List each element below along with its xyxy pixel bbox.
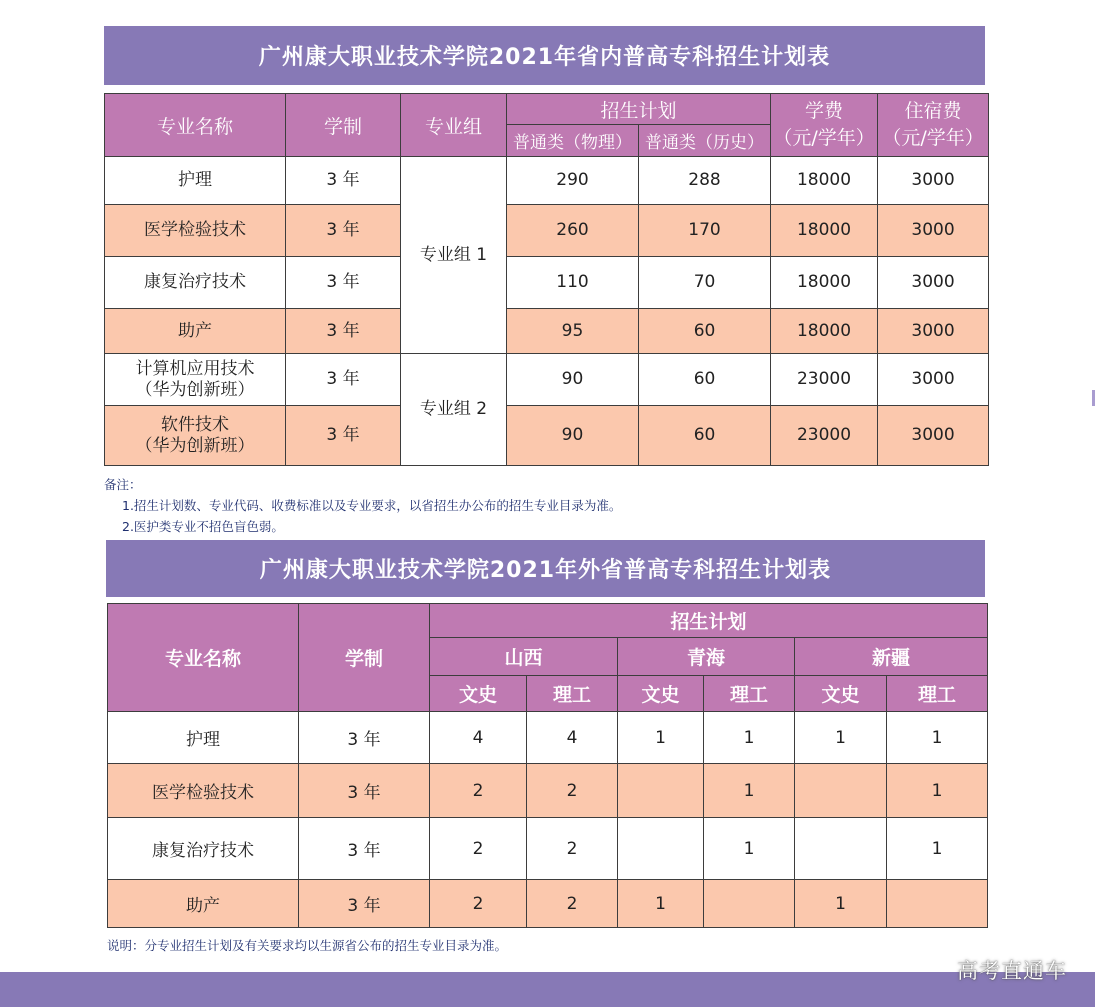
header-plan: 招生计划 [430, 604, 988, 638]
header-major: 专业名称 [105, 94, 286, 157]
value-cell: 2 [430, 764, 527, 818]
header-duration: 学制 [286, 94, 401, 157]
history-cell: 170 [639, 205, 771, 257]
major-cell: 计算机应用技术 （华为创新班） [105, 354, 286, 406]
major-cell: 医学检验技术 [108, 764, 299, 818]
major-cell: 护理 [108, 712, 299, 764]
table1-title: 广州康大职业技术学院2021年省内普高专科招生计划表 [258, 45, 831, 70]
major-cell: 护理 [105, 157, 286, 205]
major-cell: 医学检验技术 [105, 205, 286, 257]
dorm-cell: 3000 [878, 205, 989, 257]
table-row [108, 880, 988, 928]
value-cell [704, 880, 795, 928]
table-row [105, 354, 989, 406]
header-province-xinjiang: 新疆 [795, 638, 988, 676]
duration-cell: 3 年 [299, 880, 430, 928]
value-cell: 1 [618, 880, 704, 928]
duration-cell: 3 年 [286, 205, 401, 257]
duration-cell: 3 年 [286, 309, 401, 354]
value-cell: 2 [430, 880, 527, 928]
header-major: 专业名称 [108, 604, 299, 712]
header-history: 普通类（历史） [639, 125, 771, 157]
duration-cell: 3 年 [299, 818, 430, 880]
table-row [105, 205, 989, 257]
value-cell: 2 [430, 818, 527, 880]
tuition-cell: 18000 [771, 309, 878, 354]
value-cell: 1 [887, 712, 988, 764]
value-cell: 2 [527, 818, 618, 880]
value-cell: 1 [795, 880, 887, 928]
physics-cell: 90 [507, 354, 639, 406]
table-row [108, 818, 988, 880]
table2-title-banner [106, 540, 985, 597]
value-cell: 4 [527, 712, 618, 764]
value-cell [618, 818, 704, 880]
header-science: 理工 [527, 676, 618, 712]
duration-cell: 3 年 [286, 354, 401, 406]
major-cell: 助产 [105, 309, 286, 354]
duration-cell: 3 年 [299, 764, 430, 818]
history-cell: 60 [639, 309, 771, 354]
table-row [105, 309, 989, 354]
history-cell: 60 [639, 406, 771, 466]
dorm-cell: 3000 [878, 406, 989, 466]
dorm-cell: 3000 [878, 157, 989, 205]
table-row [108, 712, 988, 764]
header-group: 专业组 [401, 94, 507, 157]
header-province-shanxi: 山西 [430, 638, 618, 676]
value-cell: 1 [795, 712, 887, 764]
duration-cell: 3 年 [286, 157, 401, 205]
value-cell: 2 [527, 880, 618, 928]
notes-label: 备注： [104, 477, 142, 492]
table2-title: 广州康大职业技术学院2021年外省普高专科招生计划表 [259, 558, 832, 583]
physics-cell: 90 [507, 406, 639, 466]
history-cell: 288 [639, 157, 771, 205]
table-row [105, 157, 989, 205]
group-cell: 专业组 2 [401, 354, 507, 466]
physics-cell: 110 [507, 257, 639, 309]
physics-cell: 260 [507, 205, 639, 257]
value-cell [795, 818, 887, 880]
value-cell: 1 [887, 764, 988, 818]
value-cell [795, 764, 887, 818]
tuition-cell: 18000 [771, 157, 878, 205]
watermark: 高考直通车 [957, 959, 1067, 983]
duration-cell: 3 年 [286, 406, 401, 466]
tuition-cell: 23000 [771, 354, 878, 406]
tuition-cell: 18000 [771, 257, 878, 309]
header-dorm: 住宿费 （元/学年） [878, 94, 989, 157]
header-plan: 招生计划 [507, 94, 771, 125]
table1-title-banner [104, 26, 985, 85]
tuition-cell: 18000 [771, 205, 878, 257]
footer-bar [0, 972, 1095, 1007]
table-row [105, 257, 989, 309]
header-physics: 普通类（物理） [507, 125, 639, 157]
value-cell: 1 [704, 764, 795, 818]
history-cell: 70 [639, 257, 771, 309]
physics-cell: 95 [507, 309, 639, 354]
provincial-plan-table [104, 93, 989, 466]
out-of-province-plan-table [107, 603, 988, 928]
explanation-note: 说明：分专业招生计划及有关要求均以生源省公布的招生专业目录为准。 [107, 938, 508, 953]
dorm-cell: 3000 [878, 354, 989, 406]
dorm-cell: 3000 [878, 257, 989, 309]
major-cell: 软件技术 （华为创新班） [105, 406, 286, 466]
notes [104, 474, 621, 537]
table-row [108, 764, 988, 818]
tuition-cell: 23000 [771, 406, 878, 466]
major-cell: 康复治疗技术 [105, 257, 286, 309]
major-cell: 助产 [108, 880, 299, 928]
header-arts: 文史 [795, 676, 887, 712]
history-cell: 60 [639, 354, 771, 406]
group-cell: 专业组 1 [401, 157, 507, 354]
value-cell: 1 [704, 712, 795, 764]
header-science: 理工 [704, 676, 795, 712]
table-row [105, 406, 989, 466]
note-item: 2.医护类专业不招色盲色弱。 [122, 519, 284, 534]
value-cell: 4 [430, 712, 527, 764]
note-item: 1.招生计划数、专业代码、收费标准以及专业要求，以省招生办公布的招生专业目录为准。 [122, 498, 622, 513]
value-cell [887, 880, 988, 928]
value-cell: 1 [618, 712, 704, 764]
header-duration: 学制 [299, 604, 430, 712]
duration-cell: 3 年 [299, 712, 430, 764]
value-cell: 1 [887, 818, 988, 880]
header-province-qinghai: 青海 [618, 638, 795, 676]
header-arts: 文史 [430, 676, 527, 712]
major-cell: 康复治疗技术 [108, 818, 299, 880]
header-arts: 文史 [618, 676, 704, 712]
duration-cell: 3 年 [286, 257, 401, 309]
value-cell: 1 [704, 818, 795, 880]
header-science: 理工 [887, 676, 988, 712]
dorm-cell: 3000 [878, 309, 989, 354]
header-tuition: 学费 （元/学年） [771, 94, 878, 157]
physics-cell: 290 [507, 157, 639, 205]
value-cell: 2 [527, 764, 618, 818]
value-cell [618, 764, 704, 818]
